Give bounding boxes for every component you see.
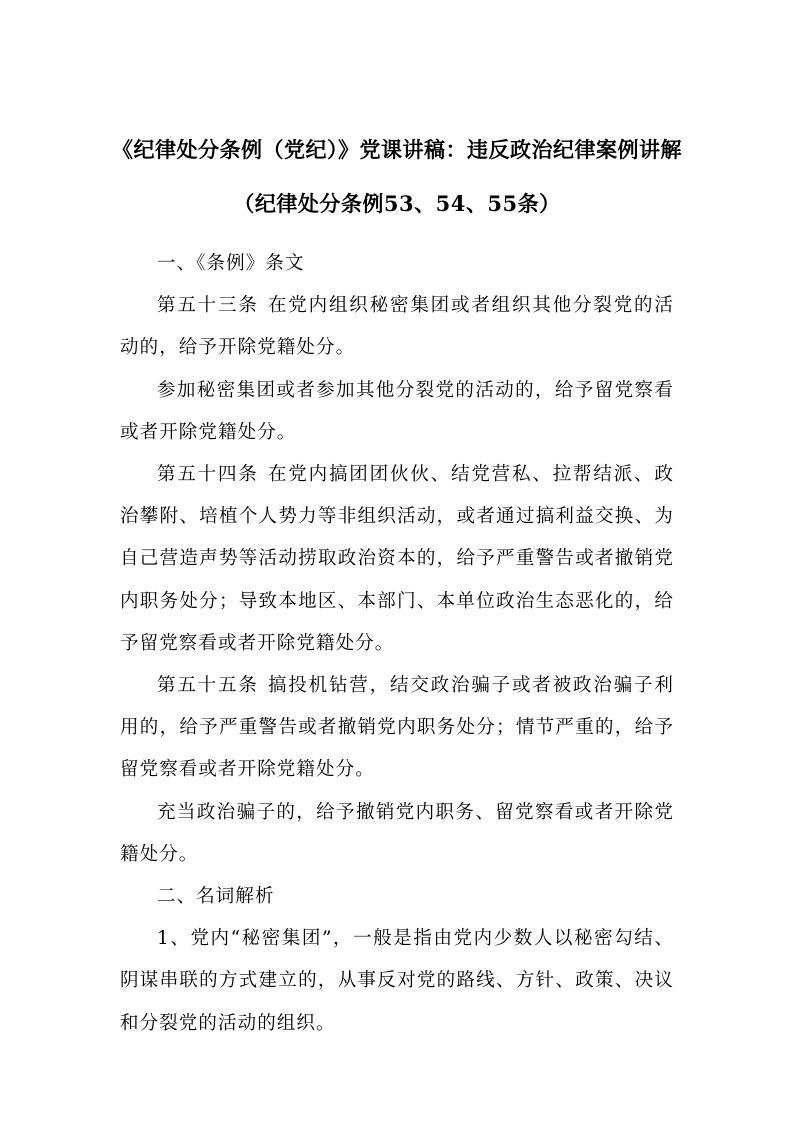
article-paragraph bbox=[120, 665, 674, 792]
document-title: 《纪律处分条例（党纪）》党课讲稿：违反政治纪律案例讲解（纪律处分条例53、54、55条） bbox=[112, 137, 682, 216]
article-paragraph bbox=[120, 370, 674, 454]
article-number: 第五十五条 bbox=[157, 675, 259, 697]
article-number: 第五十三条 bbox=[157, 295, 259, 317]
article-paragraph bbox=[120, 285, 674, 369]
document-body bbox=[120, 243, 674, 1045]
article-text: 在党内组织秘密集团或者组织其他分裂党的活动的，给予开除党籍处分。 bbox=[120, 295, 674, 359]
article-text: 搞投机钻营，结交政治骗子或者被政治骗子利用的，给予严重警告或者撤销党内职务处分；情节严重的，给予留党察看或者开除党籍处分。 bbox=[120, 675, 674, 781]
section-heading: 二、名词解析 bbox=[157, 886, 275, 908]
definition-paragraph bbox=[120, 918, 674, 1045]
article-paragraph bbox=[120, 454, 674, 665]
article-text: 在党内搞团团伙伙、结党营私、拉帮结派、政治攀附、培植个人势力等非组织活动，或者通过搞利益交换、为自己营造声势等活动捞取政治资本的，给予严重警告或者撤销党内职务处分；导致本地区、本部门、本单位政治生态恶化的，给予留党察看或者开除党籍处分。 bbox=[120, 464, 674, 654]
section-heading: 一、《条例》条文 bbox=[157, 253, 305, 274]
article-text: 参加秘密集团或者参加其他分裂党的活动的，给予留党察看或者开除党籍处分。 bbox=[120, 379, 674, 443]
definition-text: 1、党内“秘密集团”，一般是指由党内少数人以秘密勾结、阴谋串联的方式建立的，从事反对党的路线、方针、政策、决议和分裂党的活动的组织。 bbox=[120, 928, 674, 1034]
article-paragraph bbox=[120, 792, 674, 876]
article-number: 第五十四条 bbox=[157, 464, 259, 486]
article-text: 充当政治骗子的，给予撤销党内职务、留党察看或者开除党籍处分。 bbox=[120, 801, 674, 865]
